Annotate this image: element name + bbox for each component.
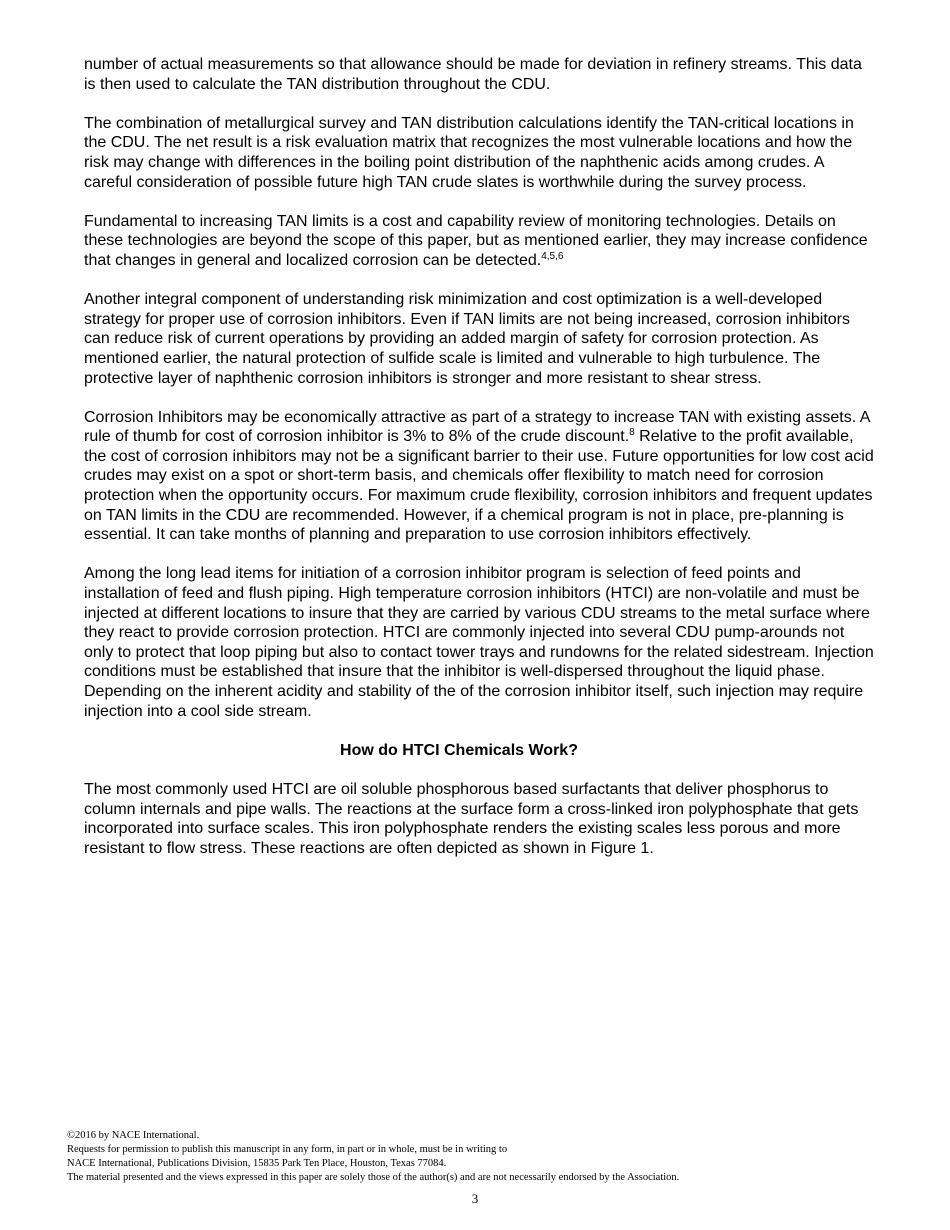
- footer-permission-line-1: Requests for permission to publish this manuscript in any form, in part or in whole, must be in writing to: [67, 1144, 508, 1155]
- page-number: 3: [471, 1191, 479, 1206]
- paragraph-text: Among the long lead items for initiation of a corrosion inhibitor program is selection of feed points and installation of feed and flush piping. High temperature corrosion inhibitors (HTCI) are non-volatile and must be injected at different locations to insure that they are carried by various CDU streams to the metal surface where they react to provide corrosion protection. HTCI are commonly injected into several CDU pump-arounds not only to protect that loop piping but also to contact tower trays and rundowns for the related sidestream. Injection conditions must be established that insure that the inhibitor is well-dispersed throughout the liquid phase. Depending on the inherent acidity and stability of the of the corrosion inhibitor itself, such injection may require injection into a cool side stream.: [84, 565, 874, 720]
- page-body: [84, 55, 874, 878]
- footer-permission-line-2: NACE International, Publications Division, 15835 Park Ten Place, Houston, Texas 77084.: [67, 1158, 447, 1169]
- paragraph-tan-distribution: [84, 55, 874, 94]
- paragraph-text: The combination of metallurgical survey and TAN distribution calculations identify the TAN-critical locations in the CDU. The net result is a risk evaluation matrix that recognizes the most vulnerable locations and how the risk may change with differences in the boiling point distribution of the naphthenic acids among crudes. A careful consideration of possible future high TAN crude slates is worthwhile during the survey process.: [84, 114, 854, 191]
- footer-copyright: ©2016 by NACE International.: [67, 1130, 200, 1141]
- paragraph-text: The most commonly used HTCI are oil soluble phosphorous based surfactants that deliver phosphorus to column internals and pipe walls. The reactions at the surface form a cross-linked iron polyphosphate that gets incorporated into surface scales. This iron polyphosphate renders the existing scales less porous and more resistant to flow stress. These reactions are often depicted as shown in Figure 1.: [84, 780, 859, 857]
- paragraph-text: number of actual measurements so that allowance should be made for deviation in refinery streams. This data is then used to calculate the TAN distribution throughout the CDU.: [84, 56, 862, 93]
- paragraph-feed-points: [84, 564, 874, 721]
- paragraph-inhibitor-economics: [84, 408, 874, 545]
- reference-superscript: 8: [629, 427, 635, 439]
- paragraph-htci-chemistry: [84, 780, 874, 858]
- paragraph-text-after: Relative to the profit available, the cost of corrosion inhibitors may not be a significant barrier to their use. Future opportunities for low cost acid crudes may exist on a spot or short-term basis, and chemicals offer flexibility to match need for corrosion protection when the opportunity occurs. For maximum crude flexibility, corrosion inhibitors and frequent updates on TAN limits in the CDU are recommended. However, if a chemical program is not in place, pre-planning is essential. It can take months of planning and preparation to use corrosion inhibitors effectively.: [84, 428, 874, 544]
- paragraph-text: Another integral component of understanding risk minimization and cost optimization is a well-developed strategy for proper use of corrosion inhibitors. Even if TAN limits are not being increased, corrosion inhibitors can reduce risk of current operations by providing an added margin of safety for corrosion protection. As mentioned earlier, the natural protection of sulfide scale is limited and vulnerable to high turbulence. The protective layer of naphthenic corrosion inhibitors is stronger and more resistant to shear stress.: [84, 291, 850, 387]
- section-heading: How do HTCI Chemicals Work?: [340, 741, 578, 759]
- paragraph-monitoring-technologies: [84, 212, 874, 271]
- page-footer: [67, 1129, 887, 1185]
- reference-superscript: 4,5,6: [541, 250, 564, 262]
- paragraph-risk-matrix: [84, 114, 874, 192]
- footer-disclaimer: The material presented and the views expressed in this paper are solely those of the author(s) and are not necessarily endorsed by the Association.: [67, 1172, 680, 1183]
- paragraph-inhibitor-strategy: [84, 290, 874, 388]
- paragraph-text: Fundamental to increasing TAN limits is a cost and capability review of monitoring technologies. Details on these technologies are beyond the scope of this paper, but as mentioned earlier, they may increase confidence that changes in general and localized corrosion can be detected.: [84, 212, 868, 269]
- paragraph-text-before: Corrosion Inhibitors may be economically attractive as part of a strategy to increase TAN with existing assets. A rule of thumb for cost of corrosion inhibitor is 3% to 8% of the crude discount.: [84, 408, 870, 446]
